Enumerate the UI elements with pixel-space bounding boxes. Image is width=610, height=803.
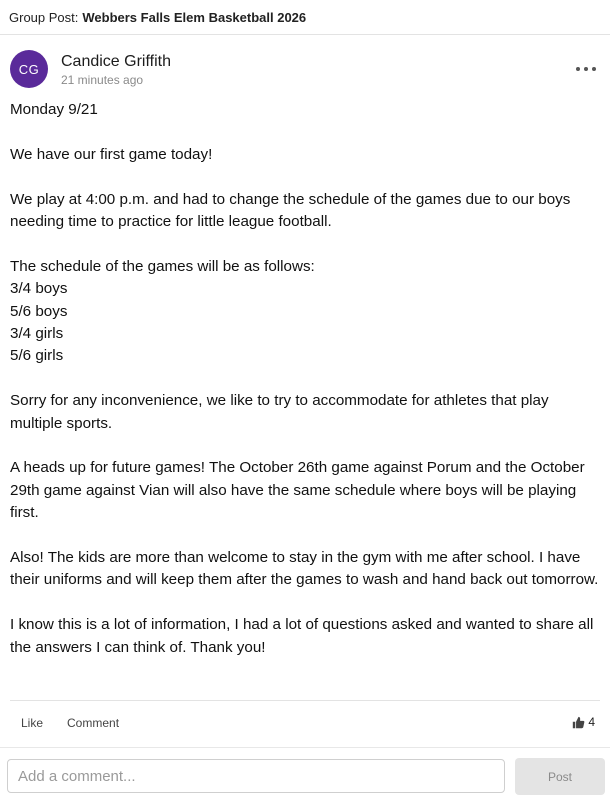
post-paragraph xyxy=(10,189,600,234)
post-text-line: 3/4 girls xyxy=(10,325,64,343)
author-row xyxy=(0,35,610,97)
post-timestamp: 21 minutes ago xyxy=(61,73,144,87)
divider xyxy=(0,747,610,748)
post-paragraph xyxy=(10,144,600,166)
post-comment-button[interactable]: Post xyxy=(515,758,605,795)
post-text-line: Sorry for any inconvenience, we like to try to accommodate for athletes that play multiple sports. xyxy=(10,392,549,432)
comment-button[interactable]: Comment xyxy=(67,716,120,730)
post-paragraph xyxy=(10,99,600,121)
post-text-line: 5/6 boys xyxy=(10,302,68,320)
comment-input[interactable] xyxy=(7,759,505,793)
thumbs-up-icon xyxy=(572,716,585,729)
post-paragraph xyxy=(10,614,600,659)
post-paragraph xyxy=(10,457,600,524)
avatar-initials: CG xyxy=(18,61,40,77)
group-post-prefix: Group Post: xyxy=(9,9,79,25)
post-body xyxy=(0,99,610,659)
like-button[interactable]: Like xyxy=(21,716,44,730)
post-text-line: The schedule of the games will be as follows: xyxy=(10,257,315,275)
post-actions xyxy=(0,701,610,745)
like-count-value: 4 xyxy=(588,715,595,729)
post-paragraph xyxy=(10,547,600,592)
post-text-line: We play at 4:00 p.m. and had to change the schedule of the games due to our boys needing time to practice for little league football. xyxy=(10,190,571,230)
post-text-line: I know this is a lot of information, I had a lot of questions asked and wanted to share all the answers I can think of. Thank you! xyxy=(10,616,594,656)
like-count[interactable] xyxy=(572,715,595,729)
post-text-line: 3/4 boys xyxy=(10,280,68,298)
author-name[interactable]: Candice Griffith xyxy=(61,53,171,70)
post-paragraph xyxy=(10,256,600,368)
group-name-link[interactable]: Webbers Falls Elem Basketball 2026 xyxy=(82,9,307,25)
post-text-line: Also! The kids are more than welcome to stay in the gym with me after school. I have their uniforms and will keep them after the games to wash and hand back out tomorrow. xyxy=(10,549,599,589)
post-text-line: A heads up for future games! The October 26th game against Porum and the October 29th game against Vian will also have the same schedule where boys will be playing first. xyxy=(10,459,585,522)
post-text-line: We have our first game today! xyxy=(10,145,213,163)
post-header xyxy=(0,0,610,35)
post-text-line: Monday 9/21 xyxy=(10,101,98,118)
more-options-icon[interactable] xyxy=(576,63,596,75)
post-text-line: 5/6 girls xyxy=(10,347,64,365)
avatar[interactable] xyxy=(10,50,48,88)
post-paragraph xyxy=(10,390,600,435)
